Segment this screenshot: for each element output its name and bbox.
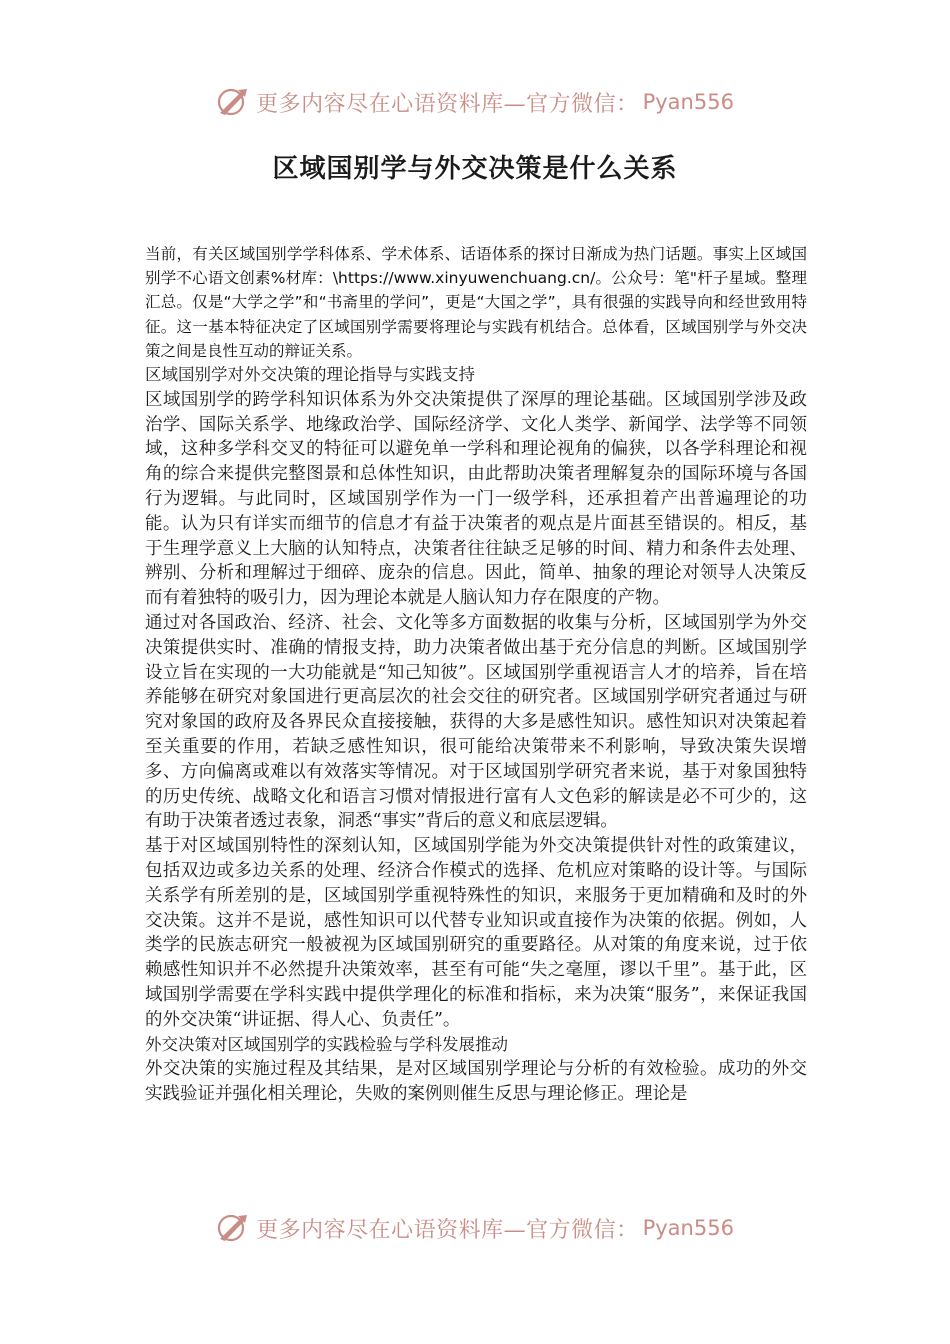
pen-logo-icon [216,1211,250,1245]
document-title: 区域国别学与外交决策是什么关系 [272,154,678,184]
body-paragraph: 外交决策的实施过程及其结果，是对区域国别学理论与分析的有效检验。成功的外交实践验证并强化相关理论，失败的案例则催生反思与理论修正。理论是 [145,1059,807,1105]
banner-wechat-id: Pyan556 [642,1216,734,1240]
body-paragraph: 基于对区域国别特性的深刻认知，区域国别学能为外交决策提供针对性的政策建议，包括双边或多边关系的处理、经济合作模式的选择、危机应对策略的设计等。与国际关系学有所差别的是，区域国别学重视特殊性的知识，来服务于更加精确和及时的外交决策。这并不是说，感性知识可以代替专业知识或直接作为决策的依据。例如，人类学的民族志研究一般被视为区域国别研究的重要路径。从对策的角度来说，过于依赖感性知识并不必然提升决策效率，甚至有可能“失之毫厘，谬以千里”。基于此，区域国别学需要在学科实践中提供学理化的标准和指标，来为决策“服务”，来保证我国的外交决策“讲证据、得人心、负责任”。 [145,836,807,1030]
header-banner [0,82,950,122]
pen-logo-icon [216,85,250,119]
document-body [145,242,807,1107]
body-paragraph: 通过对各国政治、经济、社会、文化等多方面数据的收集与分析，区域国别学为外交决策提供实时、准确的情报支持，助力决策者做出基于充分信息的判断。区域国别学设立旨在实现的一大功能就是“知己知彼”。区域国别学重视语言人才的培养，旨在培养能够在研究对象国进行更高层次的社会交往的研究者。区域国别学研究者通过与研究对象国的政府及各界民众直接接触，获得的大多是感性知识。感性知识对决策起着至关重要的作用，若缺乏感性知识，很可能给决策带来不利影响，导致决策失误增多、方向偏离或难以有效落实等情况。对于区域国别学研究者来说，基于对象国独特的历史传统、战略文化和语言习惯对情报进行富有人文色彩的解读是必不可少的，这有助于决策者透过表象，洞悉“事实”背后的意义和底层逻辑。 [145,612,807,832]
banner-wechat-id: Pyan556 [642,90,734,114]
body-paragraph: 区域国别学的跨学科知识体系为外交决策提供了深厚的理论基础。区域国别学涉及政治学、国际关系学、地缘政治学、国际经济学、文化人类学、新闻学、法学等不同领域，这种多学科交叉的特征可以避免单一学科和理论视角的偏狭，以各学科理论和视角的综合来提供完整图景和总体性知识，由此帮助决策者理解复杂的国际环境与各国行为逻辑。与此同时，区域国别学作为一门一级学科，还承担着产出普遍理论的功能。认为只有详实而细节的信息才有益于决策者的观点是片面甚至错误的。相反，基于生理学意义上大脑的认知特点，决策者往往缺乏足够的时间、精力和条件去处理、辨别、分析和理解过于细碎、庞杂的信息。因此，简单、抽象的理论对领导人决策反而有着独特的吸引力，因为理论本就是人脑认知力存在限度的产物。 [145,389,807,609]
banner-text: 更多内容尽在心语资料库—官方微信： [256,91,639,117]
section-heading: 外交决策对区域国别学的实践检验与学科发展推动 [145,1034,508,1054]
footer-banner [0,1208,950,1248]
intro-paragraph: 当前，有关区域国别学学科体系、学术体系、话语体系的探讨日渐成为热门话题。事实上区域国别学不心语文创素%材库：\https://www.xinyuwenchuang.cn/。公众号：笔"杆子星域。整理汇总。仅是“大学之学”和“书斋里的学问”，更是“大国之学”，具有很强的实践导向和经世致用特征。这一基本特征决定了区域国别学需要将理论与实践有机结合。总体看，区域国别学与外交决策之间是良性互动的辩证关系。 [145,245,807,360]
section-heading: 区域国别学对外交决策的理论指导与实践支持 [145,365,475,385]
banner-text: 更多内容尽在心语资料库—官方微信： [256,1217,639,1243]
